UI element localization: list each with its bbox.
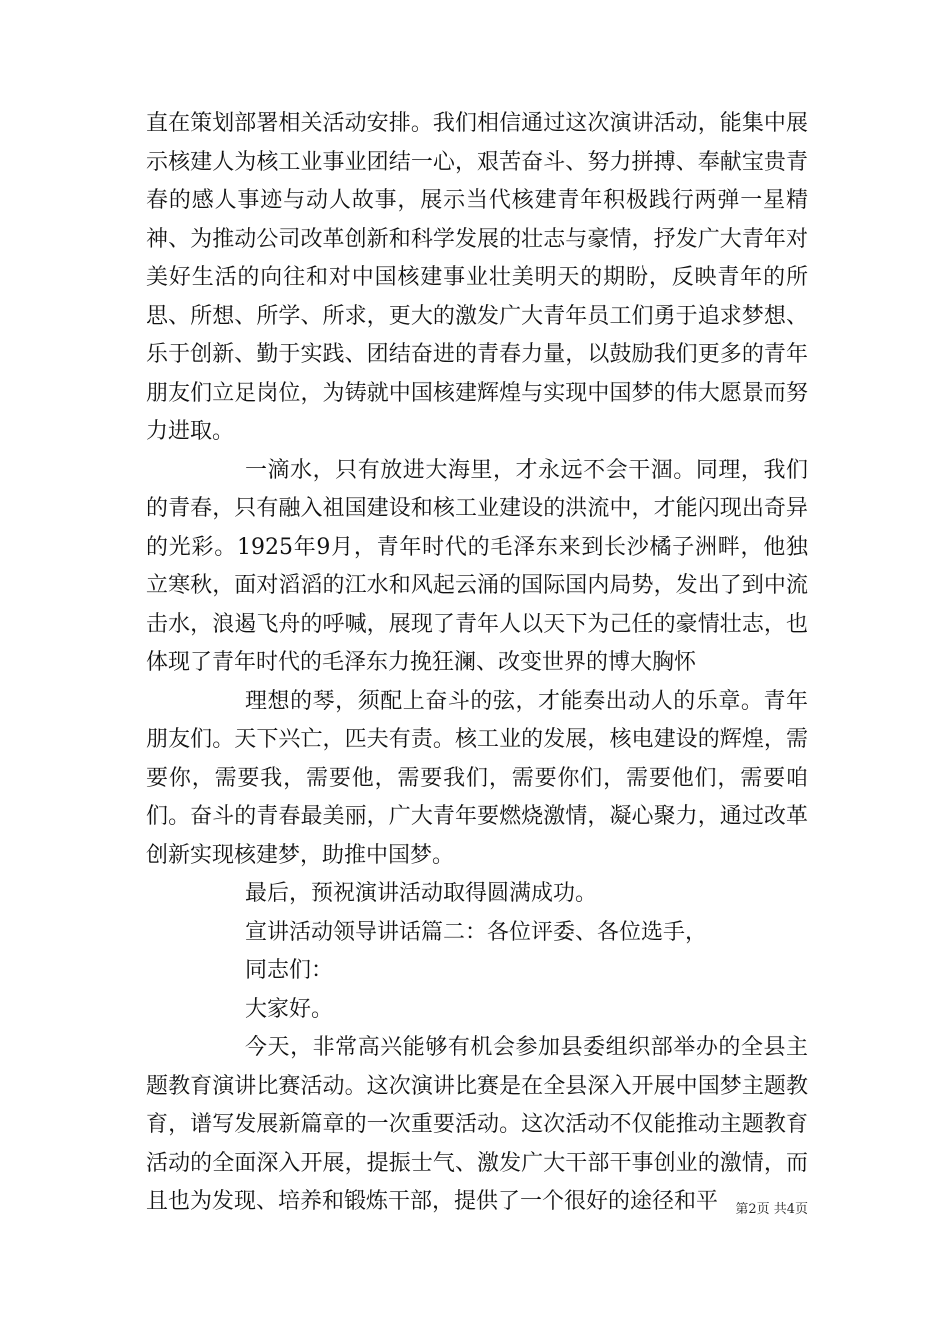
paragraph-today: 今天，非常高兴能够有机会参加县委组织部举办的全县主题教育演讲比赛活动。这次演讲比赛是在全县深入开展中国梦主题教育，谱写发展新篇章的一次重要活动。这次活动不仅能推动主题教育活动的全面深入开展，提振士气、激发广大干部干事创业的激情，而且也为发现、培养和锻炼干部，提供了一个很好的途径和平 bbox=[146, 1035, 808, 1214]
body-text bbox=[146, 105, 808, 1222]
paragraph-speech-two-heading: 宣讲活动领导讲话篇二：各位评委、各位选手， bbox=[245, 919, 708, 945]
page-number: 第2页 共4页 bbox=[735, 1202, 808, 1217]
paragraph-continuation: 直在策划部署相关活动安排。我们相信通过这次演讲活动，能集中展示核建人为核工业事业团结一心，艰苦奋斗、努力拼搏、奉献宝贵青春的感人事迹与动人故事，展示当代核建青年积极践行两弹一星精神、为推动公司改革创新和科学发展的壮志与豪情，抒发广大青年对美好生活的向往和对中国核建事业壮美明天的期盼，反映青年的所思、所想、所学、所求，更大的激发广大青年员工们勇于追求梦想、乐于创新、勤于实践、团结奋进的青春力量，以鼓励我们更多的青年朋友们立足岗位，为铸就中国核建辉煌与实现中国梦的伟大愿景而努力进取。 bbox=[146, 111, 808, 444]
paragraph-drop-of-water: 一滴水，只有放进大海里，才永远不会干涸。同理，我们的青春，只有融入祖国建设和核工业建设的洪流中，才能闪现出奇异的光彩。1925年9月，青年时代的毛泽东来到长沙橘子洲畔，他独立寒秋，面对滔滔的江水和风起云涌的国际国内局势，发出了到中流击水，浪遏飞舟的呼喊，展现了青年人以天下为己任的豪情壮志，也体现了青年时代的毛泽东力挽狂澜、改变世界的博大胸怀 bbox=[146, 457, 808, 675]
paragraph-ideal-lute: 理想的琴，须配上奋斗的弦，才能奏出动人的乐章。青年朋友们。天下兴亡，匹夫有责。核工业的发展，核电建设的辉煌，需要你，需要我，需要他，需要我们，需要你们，需要他们，需要咱们。奋斗的青春最美丽，广大青年要燃烧激情，凝心聚力，通过改革创新实现核建梦，助推中国梦。 bbox=[146, 688, 808, 868]
paragraph-closing-wish: 最后，预祝演讲活动取得圆满成功。 bbox=[245, 881, 598, 906]
paragraph-greeting: 大家好。 bbox=[245, 996, 334, 1022]
paragraph-comrades: 同志们： bbox=[245, 958, 334, 983]
